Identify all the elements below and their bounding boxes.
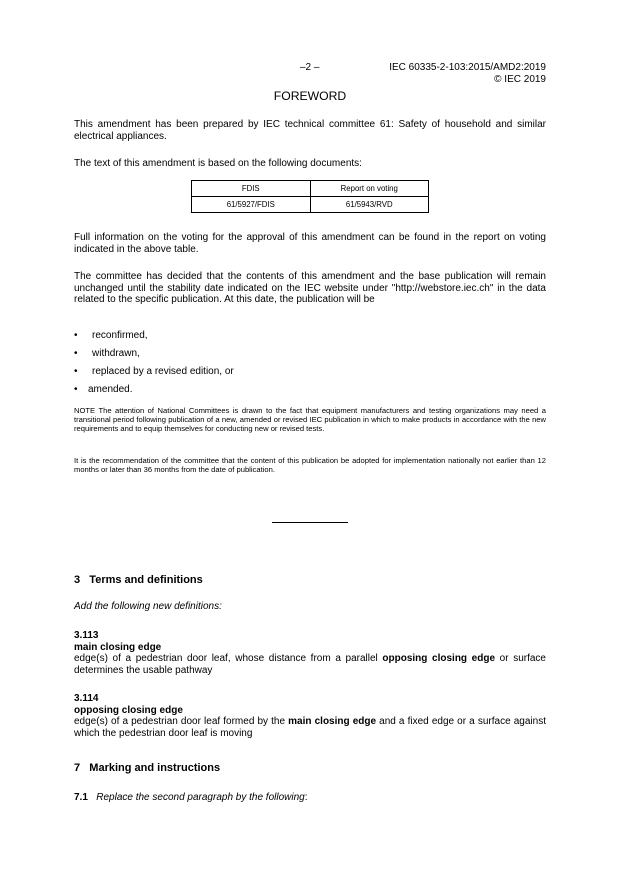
subsection-colon: :: [304, 792, 308, 803]
table-header-row: [192, 181, 429, 197]
list-item-text: replaced by a revised edition, or: [92, 366, 234, 377]
list-item: [74, 348, 374, 360]
foreword-paragraph-4: The committee has decided that the contents of this amendment and the base publication will remain unchanged until the stability date indicated on the IEC website under "http://webstore.iec.ch" in the data related to the specific publication. At this date, the publication will be: [74, 271, 546, 306]
list-item: [74, 384, 374, 396]
foreword-title: FOREWORD: [273, 89, 347, 103]
term-definition: [74, 716, 546, 739]
table-header-fdis: FDIS: [192, 181, 311, 197]
term-number: 3.113: [74, 630, 99, 641]
bullet-glyph: •: [74, 366, 78, 377]
subsection-number: 7.1: [74, 792, 88, 803]
section-3-instruction: Add the following new definitions:: [74, 601, 222, 612]
document-id: [389, 62, 546, 86]
table-row: [192, 197, 429, 213]
documents-table: [191, 180, 429, 213]
foreword-paragraph-2: The text of this amendment is based on the following documents:: [74, 158, 362, 169]
section-3-heading: [74, 574, 203, 586]
list-item: [74, 366, 374, 378]
bullet-glyph: •: [74, 348, 78, 359]
term-entry-3-113: [74, 630, 546, 676]
subsection-7-1: [74, 792, 308, 804]
subsection-instruction: Replace the second paragraph by the following: [96, 792, 305, 803]
bullet-glyph: •: [74, 330, 78, 341]
foreword-paragraph-3: Full information on the voting for the approval of this amendment can be found in the report on voting indicated in the above table.: [74, 232, 546, 255]
page-number: –2 –: [300, 62, 320, 73]
term-name: main closing edge: [74, 641, 162, 653]
section-7-heading: [74, 762, 220, 774]
separator-line: [272, 522, 348, 523]
definition-bold-term: main closing edge: [288, 716, 377, 728]
definition-text: edge(s) of a pedestrian door leaf, whose distance from a parallel: [74, 653, 383, 665]
section-3-number: 3: [74, 574, 81, 586]
table-header-report: Report on voting: [310, 181, 429, 197]
term-name: opposing closing edge: [74, 704, 183, 716]
section-7-title: Marking and instructions: [89, 762, 221, 774]
recommendation-paragraph: It is the recommendation of the committee that the content of this publication be adopted for implementation nationally not earlier than 12 months or later than 36 months from the date of publication.: [74, 456, 546, 474]
section-7-number: 7: [74, 762, 81, 774]
note-paragraph: NOTE The attention of National Committees is drawn to the fact that equipment manufacturers and testing organizations may need a transitional period following publication of a new, amended or revised IEC publication in which to make products in accordance with the new requirements and to equip themselves for conducting new or revised tests.: [74, 406, 546, 433]
copyright-text: © IEC 2019: [494, 74, 546, 85]
section-3-title: Terms and definitions: [89, 574, 203, 586]
definition-text: and a fixed edge or a surface against which the pedestrian door leaf is moving: [74, 716, 546, 739]
term-entry-3-114: [74, 693, 546, 739]
list-item-text: amended.: [88, 384, 133, 395]
doc-id-text: IEC 60335-2-103:2015/AMD2:2019: [389, 62, 546, 73]
bullet-glyph: •: [74, 384, 78, 395]
foreword-paragraph-1: This amendment has been prepared by IEC technical committee 61: Safety of household and similar electrical appliances.: [74, 119, 546, 142]
list-item-text: reconfirmed,: [92, 330, 148, 341]
term-definition: [74, 653, 546, 676]
table-cell-rvd: 61/5943/RVD: [310, 197, 429, 213]
term-number: 3.114: [74, 693, 99, 704]
definition-text: edge(s) of a pedestrian door leaf formed by the: [74, 716, 289, 728]
list-item: [74, 330, 374, 342]
definition-text: or surface determines the usable pathway: [74, 653, 546, 676]
list-item-text: withdrawn,: [92, 348, 140, 359]
definition-bold-term: opposing closing edge: [382, 653, 496, 665]
table-cell-fdis: 61/5927/FDIS: [192, 197, 311, 213]
